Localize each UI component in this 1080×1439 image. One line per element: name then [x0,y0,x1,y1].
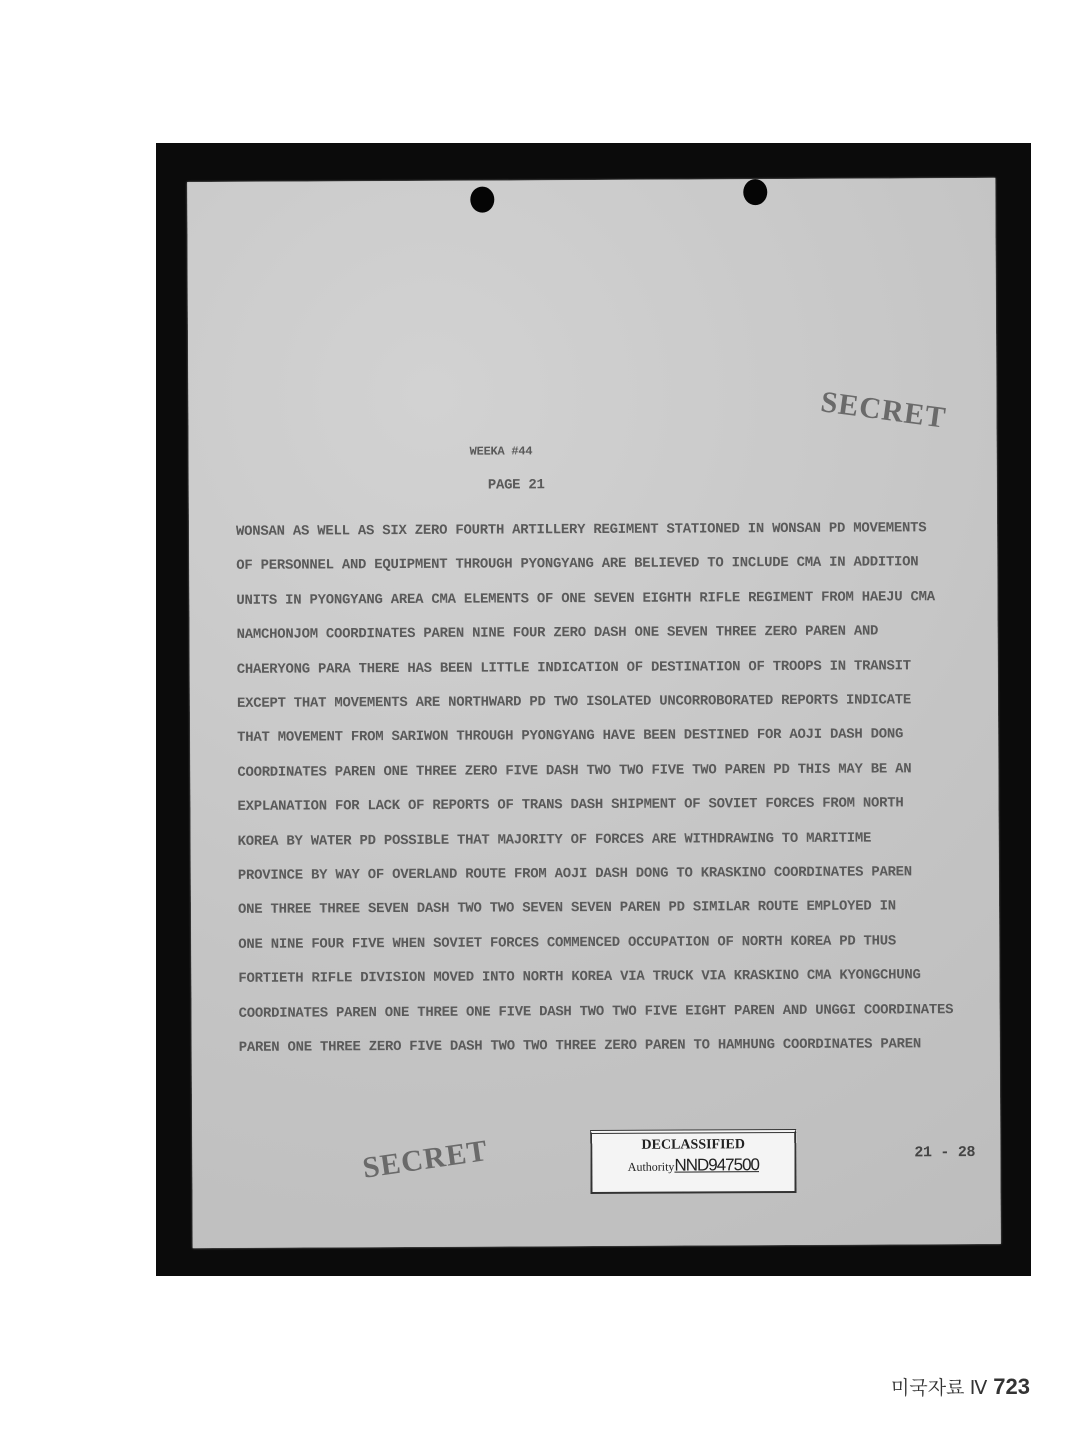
text-line: CHAERYONG PARA THERE HAS BEEN LITTLE INDICATION OF DESTINATION OF TROOPS IN TRANSIT [236,657,911,678]
text-line: WONSAN AS WELL AS SIX ZERO FOURTH ARTILLERY REGIMENT STATIONED IN WONSAN PD MOVEMENTS [236,520,927,540]
text-line: NAMCHONJOM COORDINATES PAREN NINE FOUR ZERO DASH ONE SEVEN THREE ZERO PAREN AND [236,623,879,644]
page-reference: 21 - 28 [914,1144,976,1162]
punch-hole [470,187,494,213]
book-footer [891,1373,1030,1400]
authority-label: Authority [627,1159,675,1174]
punch-hole [743,179,767,205]
text-line: COORDINATES PAREN ONE THREE ONE FIVE DASH TWO TWO FIVE EIGHT PAREN AND UNGGI COORDINATES [238,1001,954,1022]
declassified-stamp [590,1129,796,1194]
book-title: 미국자료 Ⅳ [891,1378,988,1399]
text-line: EXPLANATION FOR LACK OF REPORTS OF TRANS DASH SHIPMENT OF SOVIET FORCES FROM NORTH [237,795,904,816]
document-page [187,178,1001,1248]
document-ref: WEEKA #44 [469,444,533,459]
text-line: OF PERSONNEL AND EQUIPMENT THROUGH PYONGYANG ARE BELIEVED TO INCLUDE CMA IN ADDITION [236,554,919,575]
text-line: ONE THREE THREE SEVEN DASH TWO TWO SEVEN SEVEN PAREN PD SIMILAR ROUTE EMPLOYED IN [237,898,896,919]
text-line: ONE NINE FOUR FIVE WHEN SOVIET FORCES COMMENCED OCCUPATION OF NORTH KOREA PD THUS [238,933,897,953]
authority-number: NND947500 [674,1155,760,1175]
text-line: THAT MOVEMENT FROM SARIWON THROUGH PYONGYANG HAVE BEEN DESTINED FOR AOJI DASH DONG [237,726,904,747]
secret-stamp-top: SECRET [818,385,949,435]
text-line: UNITS IN PYONGYANG AREA CMA ELEMENTS OF ONE SEVEN EIGHTH RIFLE REGIMENT FROM HAEJU CMA [236,589,935,609]
text-line: KOREA BY WATER PD POSSIBLE THAT MAJORITY OF FORCES ARE WITHDRAWING TO MARITIME [237,830,872,850]
book-page-number: 723 [993,1374,1030,1399]
text-line: COORDINATES PAREN ONE THREE ZERO FIVE DASH TWO TWO FIVE TWO PAREN PD THIS MAY BE AN [237,761,912,781]
secret-stamp-bottom: SECRET [360,1133,491,1185]
text-line: EXCEPT THAT MOVEMENTS ARE NORTHWARD PD TWO ISOLATED UNCORROBORATED REPORTS INDICATE [236,692,912,712]
text-line: PAREN ONE THREE ZERO FIVE DASH TWO TWO THREE ZERO PAREN TO HAMHUNG COORDINATES PAREN [238,1036,921,1056]
text-line: PROVINCE BY WAY OF OVERLAND ROUTE FROM AOJI DASH DONG TO KRASKINO COORDINATES PAREN [237,864,912,884]
page-label: PAGE 21 [487,477,545,494]
declassified-title: DECLASSIFIED [641,1137,746,1153]
text-line: FORTIETH RIFLE DIVISION MOVED INTO NORTH KOREA VIA TRUCK VIA KRASKINO CMA KYONGCHUNG [238,967,921,988]
